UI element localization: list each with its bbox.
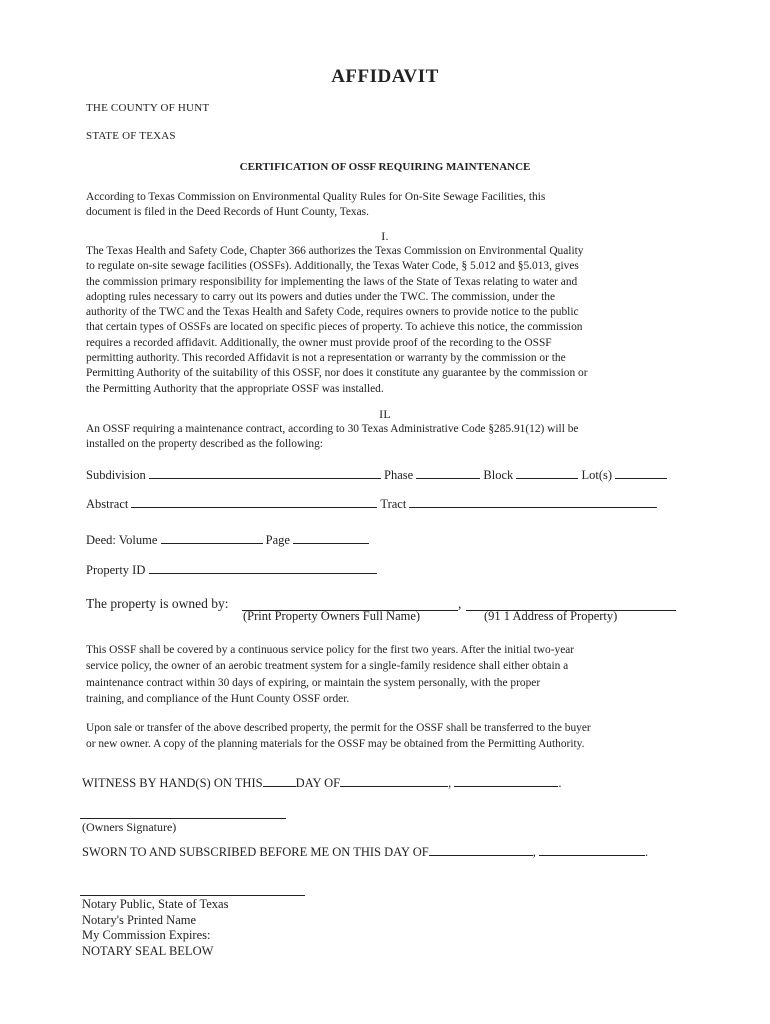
- sworn-text: SWORN TO AND SUBSCRIBED BEFORE ME ON THIS DAY OF: [82, 845, 429, 859]
- section-one-line: permitting authority. This recorded Affidavit is not a representation or warranty by the commission or the: [86, 352, 566, 365]
- property-id-row: [86, 562, 377, 578]
- abstract-row: [86, 496, 657, 512]
- notary-block: [82, 897, 228, 959]
- notary-signature-line[interactable]: [80, 895, 305, 896]
- document-title: AFFIDAVIT: [331, 66, 439, 87]
- witness-comma: ,: [448, 776, 452, 790]
- property-id-label: Property ID: [86, 563, 146, 577]
- notary-line: Notary Public, State of Texas: [82, 897, 229, 911]
- abstract-label: Abstract: [86, 497, 129, 511]
- intro-paragraph: [86, 190, 545, 221]
- subdivision-field[interactable]: [149, 467, 381, 479]
- owner-comma: ,: [458, 596, 462, 611]
- certification-heading: CERTIFICATION OF OSSF REQUIRING MAINTENANCE: [239, 161, 531, 173]
- witness-year-field[interactable]: [454, 775, 558, 787]
- page-label: Page: [265, 533, 290, 547]
- section-two-line: installed on the property described as the following:: [86, 438, 323, 451]
- section-one-line: adopting rules necessary to carry out its powers and duties under the TWC. The commission, under the: [86, 290, 556, 303]
- section-one-line: the commission primary responsibility for implementing the laws of the State of Texas relating to water and: [86, 275, 578, 288]
- intro-line: According to Texas Commission on Environmental Quality Rules for On-Site Sewage Facilities, this: [86, 191, 546, 203]
- notary-line: Notary's Printed Name: [82, 912, 197, 927]
- phase-label: Phase: [384, 468, 414, 482]
- owned-by-label: The property is owned by:: [86, 596, 229, 611]
- section-one-line: the Permitting Authority that the appropriate OSSF was installed.: [86, 382, 384, 395]
- section-one-line: authority of the TWC and the Texas Health and Safety Code, requires owners to provide notice to the public: [86, 306, 579, 319]
- section-two-paragraph: [86, 422, 578, 453]
- witness-day-field[interactable]: [263, 775, 296, 787]
- deed-volume-field[interactable]: [161, 532, 263, 544]
- witness-prefix: WITNESS BY HAND(S) ON THIS: [82, 776, 263, 790]
- lots-label: Lot(s): [581, 468, 613, 482]
- address-caption: (91 1 Address of Property): [484, 609, 618, 623]
- property-id-field[interactable]: [149, 562, 377, 574]
- witness-period: .: [558, 776, 562, 790]
- owner-signature-line[interactable]: [80, 818, 286, 819]
- notary-line: NOTARY SEAL BELOW: [82, 943, 214, 958]
- section-one-line: requires a recorded affidavit. Additionally, the owner must provide proof of the recording to the OSSF: [86, 336, 552, 349]
- policy-line: This OSSF shall be covered by a continuous service policy for the first two years. After the initial two-year: [86, 644, 575, 656]
- policy-line: maintenance contract within 30 days of expiring, or maintain the system personally, with the proper: [86, 676, 541, 689]
- deed-row: [86, 532, 369, 548]
- county-line: THE COUNTY OF HUNT: [86, 102, 210, 114]
- tract-field[interactable]: [409, 496, 657, 508]
- policy-line: training, and compliance of the Hunt County OSSF order.: [86, 692, 350, 705]
- notary-line: My Commission Expires:: [82, 928, 211, 942]
- section-two-number: IL: [379, 407, 391, 421]
- section-one-number: I.: [381, 229, 389, 243]
- section-one-line: The Texas Health and Safety Code, Chapter 366 authorizes the Texas Commission on Environmental Quality: [86, 245, 584, 257]
- witness-day-of: DAY OF: [295, 776, 341, 790]
- transfer-paragraph: [86, 720, 591, 752]
- sworn-year-field[interactable]: [539, 844, 645, 856]
- lots-field[interactable]: [615, 467, 667, 479]
- state-line: STATE OF TEXAS: [86, 130, 176, 142]
- sworn-month-field[interactable]: [429, 844, 533, 856]
- intro-line: document is filed in the Deed Records of Hunt County, Texas.: [86, 206, 369, 219]
- block-field[interactable]: [516, 467, 578, 479]
- witness-month-field[interactable]: [340, 775, 448, 787]
- page-field[interactable]: [293, 532, 369, 544]
- witness-row: [82, 775, 562, 791]
- section-one-paragraph: [86, 244, 588, 397]
- print-name-caption: (Print Property Owners Full Name): [243, 609, 421, 623]
- subdivision-label: Subdivision: [86, 468, 146, 482]
- block-label: Block: [483, 468, 514, 482]
- transfer-line: or new owner. A copy of the planning materials for the OSSF may be obtained from the Permitting Authority.: [86, 738, 585, 750]
- section-one-line: Permitting Authority of the suitability of this OSSF, nor does it constitute any guarantee by the commission or: [86, 367, 588, 380]
- section-two-line: An OSSF requiring a maintenance contract, according to 30 Texas Administrative Code §285.91(12) will be: [86, 423, 579, 435]
- policy-paragraph: [86, 642, 574, 707]
- abstract-field[interactable]: [131, 496, 377, 508]
- phase-field[interactable]: [416, 467, 480, 479]
- sworn-row: [82, 844, 648, 860]
- policy-line: service policy, the owner of an aerobic treatment system for a single-family residence shall either obtain a: [86, 660, 569, 673]
- tract-label: Tract: [380, 497, 407, 511]
- deed-volume-label: Deed: Volume: [86, 533, 158, 547]
- section-one-line: to regulate on-site sewage facilities (OSSFs). Additionally, the Texas Water Code, § 5.012 and §5.013, gives: [86, 260, 579, 273]
- owner-signature-caption: (Owners Signature): [82, 820, 177, 834]
- transfer-line: Upon sale or transfer of the above described property, the permit for the OSSF shall be transferred to the buyer: [86, 722, 591, 734]
- section-one-line: that certain types of OSSFs are located on specific pieces of property. To achieve this notice, the commission: [86, 321, 583, 334]
- sworn-period: .: [644, 845, 649, 859]
- subdivision-row: [86, 467, 667, 483]
- sworn-comma: ,: [532, 845, 536, 859]
